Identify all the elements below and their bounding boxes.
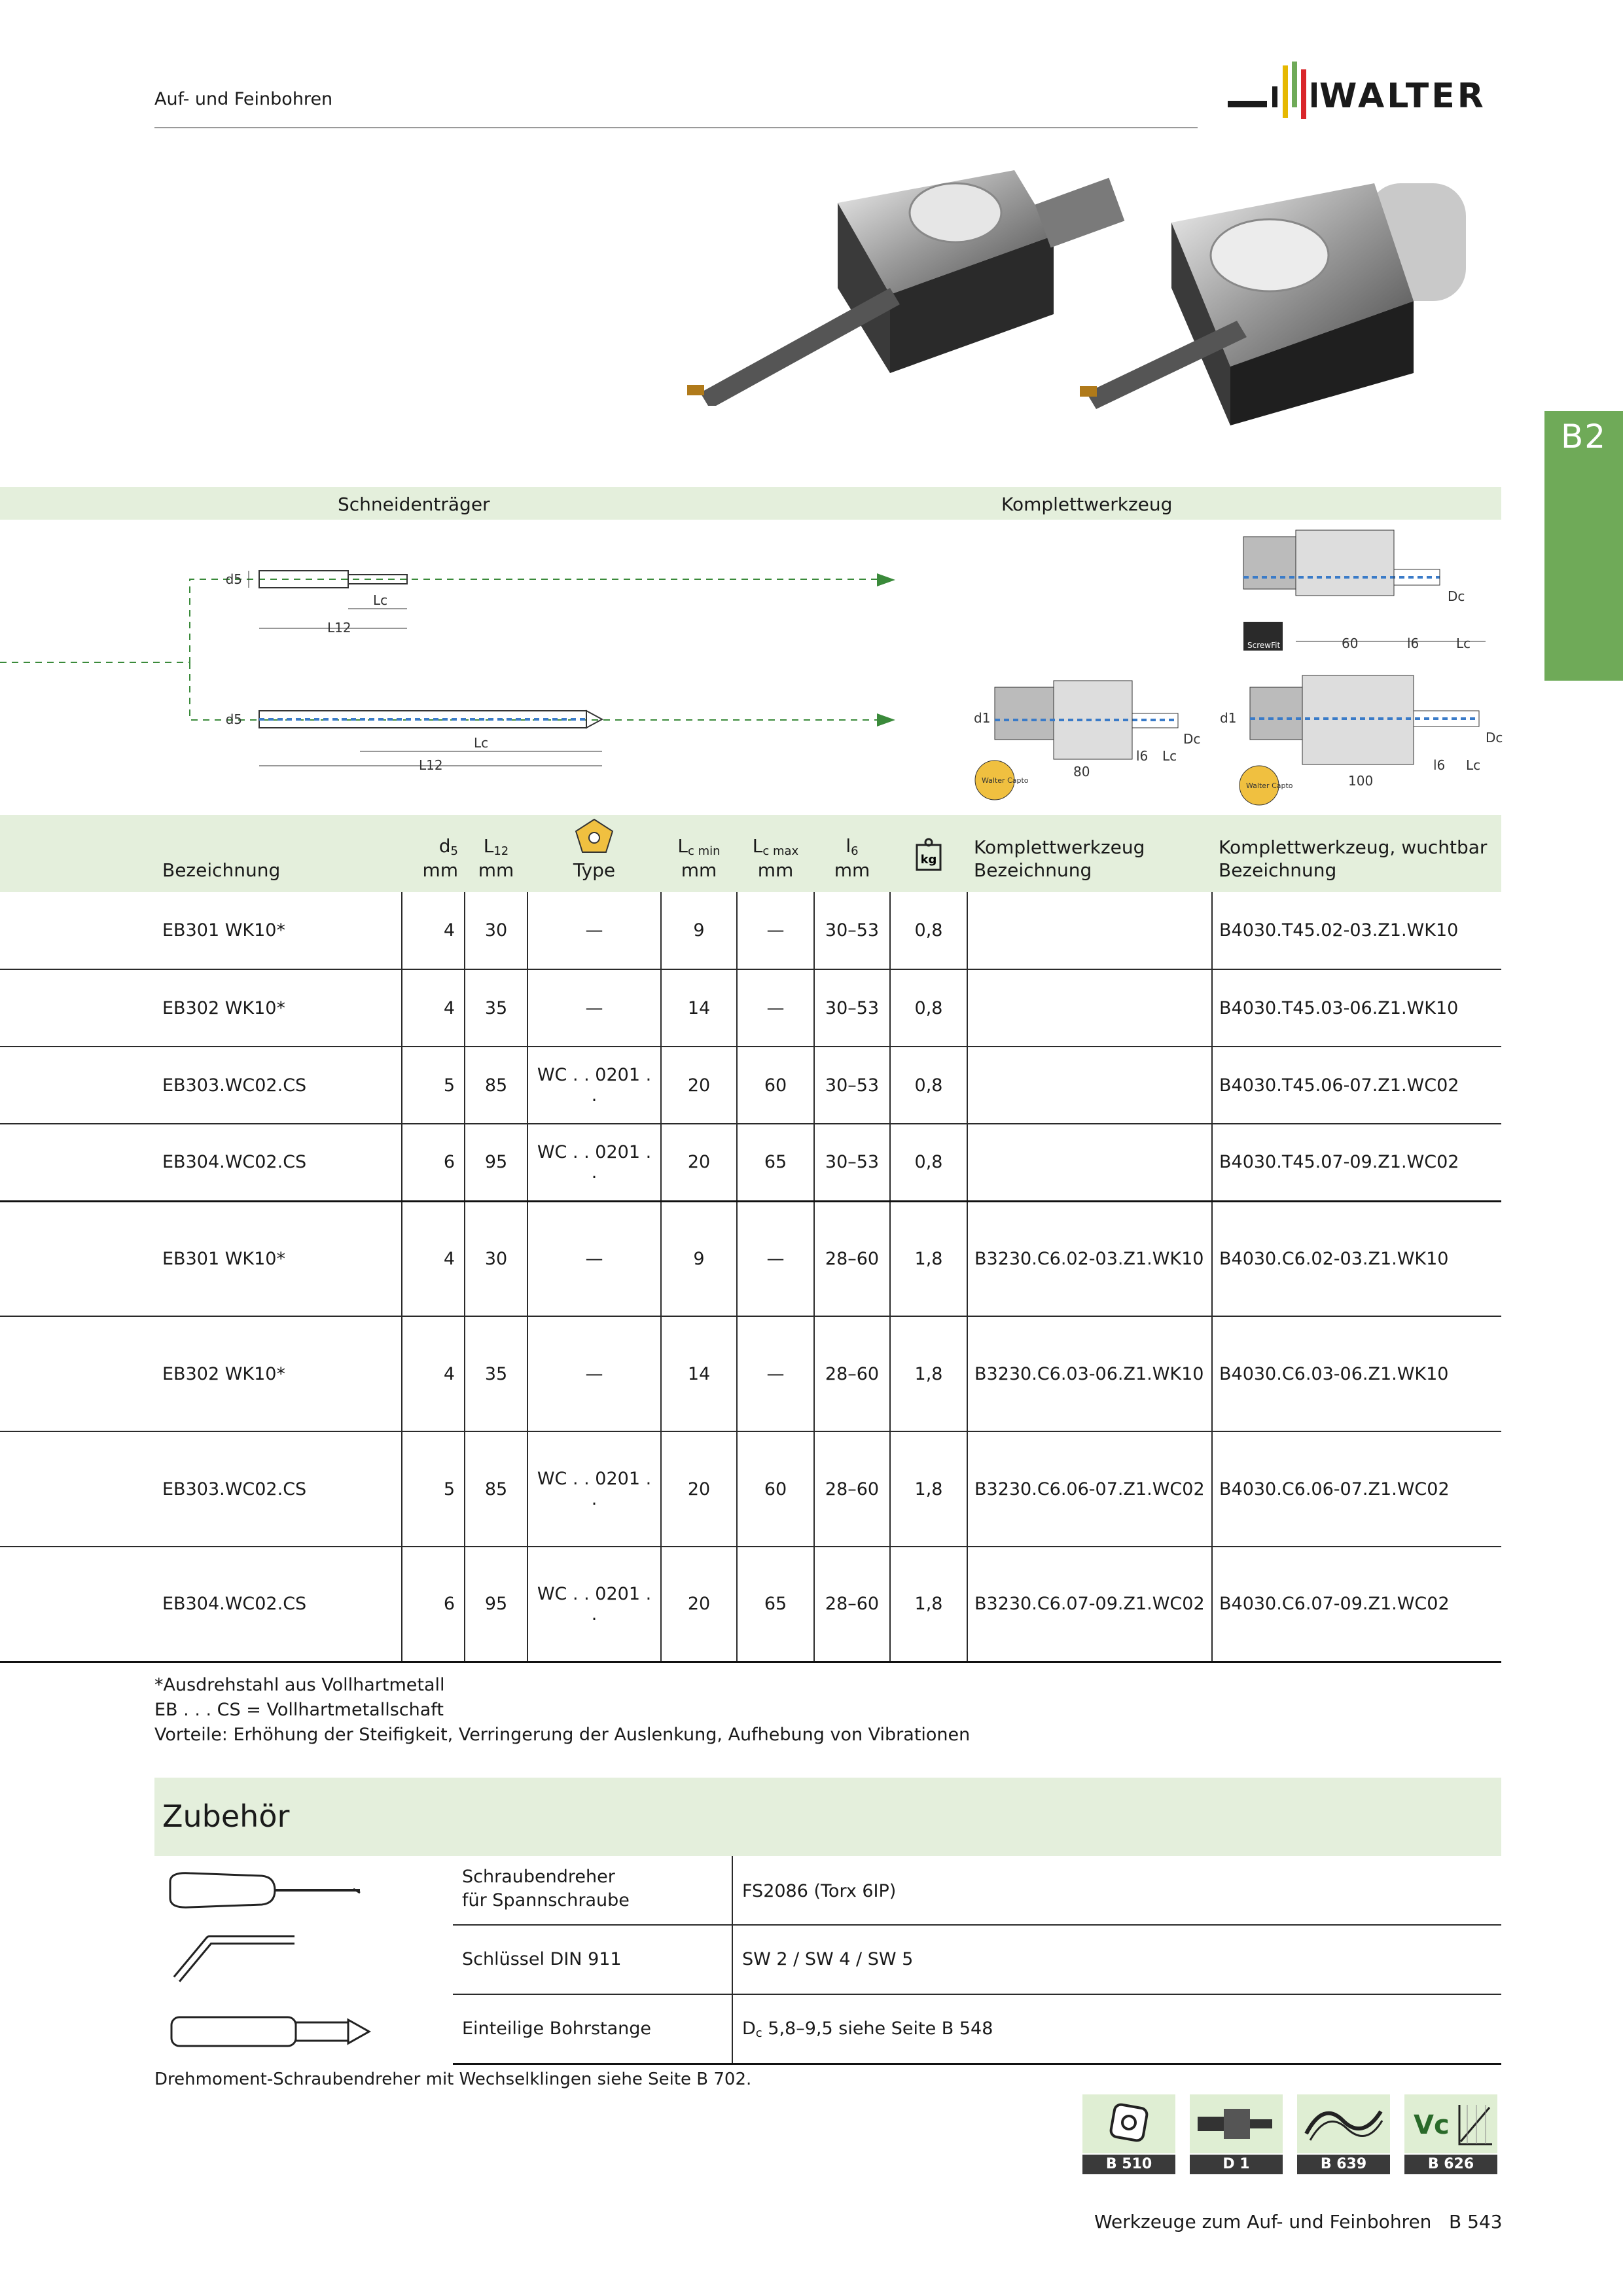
insert-type-icon	[575, 818, 614, 853]
boring-bar-icon	[168, 2008, 377, 2054]
band-label-komplettwerkzeug: Komplettwerkzeug	[1001, 493, 1173, 515]
cell-weight: 0,8	[890, 892, 967, 969]
dim-l12-lower: L12	[419, 757, 443, 773]
header-d5-unit: mm	[422, 859, 458, 881]
note-line: EB . . . CS = Vollhartmetallschaft	[154, 1700, 444, 1720]
cell-type: —	[527, 892, 661, 969]
table-notes	[154, 1673, 970, 1748]
walter-logo	[1228, 60, 1503, 119]
cell-weight: 0,8	[890, 969, 967, 1047]
cell-lcmax: —	[737, 1201, 814, 1316]
cell-type: WC . . 0201 . .	[527, 1124, 661, 1201]
cell-l12: 95	[465, 1124, 527, 1201]
chapter-tab: B2	[1544, 411, 1623, 681]
cell-lcmin: 20	[661, 1431, 737, 1547]
hex-key-icon	[164, 1927, 308, 1990]
dim-d5-upper: d5	[225, 571, 242, 587]
cell-lcmin: 14	[661, 969, 737, 1047]
dim-lc-lower: Lc	[474, 735, 489, 751]
cell-l12: 85	[465, 1431, 527, 1547]
accessory-name-screwdriver: Schraubendreher für Spannschraube	[462, 1867, 630, 1910]
dim-100: 100	[1348, 773, 1374, 789]
dim-l6-a: l6	[1407, 636, 1419, 651]
cell-lcmin: 20	[661, 1124, 737, 1201]
header-komplettwerkzeug-wuchtbar: Komplettwerkzeug, wuchtbar	[1219, 836, 1488, 858]
dim-d1-a: d1	[974, 710, 991, 726]
cell-komplettwerkzeug-wuchtbar: B4030.C6.02-03.Z1.WK10	[1212, 1201, 1501, 1316]
accessory-divider	[453, 1994, 1501, 1995]
header-komplettwerkzeug: Komplettwerkzeug	[974, 836, 1145, 858]
cell-type: —	[527, 1316, 661, 1431]
note-line: *Ausdrehstahl aus Vollhartmetall	[154, 1675, 445, 1695]
header-l12: $L_{12}$	[483, 834, 509, 858]
cell-komplettwerkzeug	[967, 892, 1212, 969]
cell-lcmin: 9	[661, 892, 737, 969]
cutting-data-icon	[1404, 2094, 1497, 2153]
cell-d5: 4	[402, 969, 465, 1047]
accessory-value-key: SW 2 / SW 4 / SW 5	[742, 1949, 914, 1969]
cell-l6: 30–53	[814, 892, 890, 969]
capto-label-a: Walter Capto	[982, 776, 1029, 785]
accessory-name-boring-bar: Einteilige Bohrstange	[462, 2018, 652, 2039]
accessories-title: Zubehör	[162, 1799, 290, 1834]
cell-d5: 4	[402, 1201, 465, 1316]
header-komplettwerkzeug-sub: Bezeichnung	[974, 859, 1092, 881]
cell-bezeichnung: EB301 WK10*	[0, 1201, 402, 1316]
cell-komplettwerkzeug: B3230.C6.03-06.Z1.WK10	[967, 1316, 1212, 1431]
header-l6-unit: mm	[834, 859, 870, 881]
cell-weight: 1,8	[890, 1431, 967, 1547]
product-table	[0, 815, 1501, 1663]
cell-lcmax: 60	[737, 1047, 814, 1124]
note-line: Vorteile: Erhöhung der Steifigkeit, Verringerung der Auslenkung, Aufhebung von Vibrationen	[154, 1725, 971, 1745]
dim-l6-b: l6	[1136, 748, 1149, 764]
cell-l6: 28–60	[814, 1547, 890, 1662]
section-band	[0, 487, 1501, 520]
cell-bezeichnung: EB303.WC02.CS	[0, 1047, 402, 1124]
table-row	[0, 1201, 1501, 1316]
cell-d5: 5	[402, 1431, 465, 1547]
cell-l12: 30	[465, 892, 527, 969]
ref-tile-holder[interactable]	[1190, 2094, 1283, 2174]
cell-weight: 1,8	[890, 1201, 967, 1316]
accessory-divider	[453, 1924, 1501, 1926]
cell-l12: 95	[465, 1547, 527, 1662]
ref-tile-cutting-data[interactable]	[1404, 2094, 1497, 2174]
cell-type: —	[527, 1201, 661, 1316]
cell-lcmax: —	[737, 969, 814, 1047]
cell-bezeichnung: EB304.WC02.CS	[0, 1547, 402, 1662]
cell-komplettwerkzeug	[967, 1047, 1212, 1124]
dim-lc-c: Lc	[1466, 757, 1481, 773]
header-lcmax-unit: mm	[757, 859, 794, 881]
cell-l6: 30–53	[814, 1124, 890, 1201]
accessory-column-divider	[732, 1856, 733, 2064]
band-label-schneidentraeger: Schneidenträger	[338, 493, 490, 515]
table-row	[0, 1124, 1501, 1201]
cell-type: WC . . 0201 . .	[527, 1431, 661, 1547]
ref-label: D 1	[1190, 2155, 1283, 2174]
technical-drawings	[0, 524, 1505, 812]
table-row	[0, 969, 1501, 1047]
dim-80: 80	[1073, 764, 1090, 780]
table-header-row	[0, 815, 1501, 892]
dim-lc-b: Lc	[1162, 748, 1177, 764]
header-l12-unit: mm	[478, 859, 514, 881]
dim-lc-upper: Lc	[373, 592, 388, 608]
threading-icon	[1297, 2094, 1390, 2153]
page-number: B 543	[1449, 2211, 1503, 2233]
svg-text:Vc: Vc	[1414, 2110, 1450, 2140]
capto-label-b: Walter Capto	[1246, 781, 1293, 790]
cell-komplettwerkzeug: B3230.C6.06-07.Z1.WC02	[967, 1431, 1212, 1547]
cell-l6: 28–60	[814, 1316, 890, 1431]
dim-d1-b: d1	[1220, 710, 1237, 726]
cell-type: WC . . 0201 . .	[527, 1547, 661, 1662]
cell-lcmin: 20	[661, 1047, 737, 1124]
cell-bezeichnung: EB302 WK10*	[0, 1316, 402, 1431]
cell-d5: 5	[402, 1047, 465, 1124]
cell-lcmax: —	[737, 892, 814, 969]
cell-komplettwerkzeug: B3230.C6.02-03.Z1.WK10	[967, 1201, 1212, 1316]
table-row	[0, 1431, 1501, 1547]
header-bezeichnung: Bezeichnung	[162, 859, 281, 881]
accessory-value-screwdriver: FS2086 (Torx 6IP)	[742, 1881, 897, 1901]
header-l6: $l_6$	[846, 834, 859, 858]
cell-l12: 35	[465, 969, 527, 1047]
dim-dc-a: Dc	[1448, 588, 1465, 604]
cell-lcmin: 9	[661, 1201, 737, 1316]
cell-komplettwerkzeug	[967, 1124, 1212, 1201]
cell-lcmax: 65	[737, 1124, 814, 1201]
cell-komplettwerkzeug-wuchtbar: B4030.T45.06-07.Z1.WC02	[1212, 1047, 1501, 1124]
cell-bezeichnung: EB304.WC02.CS	[0, 1124, 402, 1201]
header-lcmax: $L_{c max}$	[752, 834, 799, 858]
cell-l6: 30–53	[814, 1047, 890, 1124]
section-title: Auf- und Feinbohren	[154, 89, 333, 109]
ref-label: B 639	[1297, 2155, 1390, 2174]
accessory-divider	[453, 2063, 1501, 2065]
header-d5: $d_5$	[438, 834, 458, 858]
table-row	[0, 1316, 1501, 1431]
dim-60: 60	[1342, 636, 1359, 651]
screwfit-label: ScrewFit	[1247, 641, 1281, 650]
table-row	[0, 892, 1501, 969]
ref-label: B 626	[1404, 2155, 1497, 2174]
walter-logo-text: WALTER	[1319, 77, 1486, 116]
ref-label: B 510	[1082, 2155, 1175, 2174]
ref-tile-insert[interactable]	[1082, 2094, 1175, 2174]
cell-komplettwerkzeug-wuchtbar: B4030.C6.07-09.Z1.WC02	[1212, 1547, 1501, 1662]
cell-lcmin: 14	[661, 1316, 737, 1431]
dim-dc-b: Dc	[1183, 731, 1201, 747]
accessory-name-key: Schlüssel DIN 911	[462, 1949, 622, 1969]
dim-l6-c: l6	[1433, 757, 1446, 773]
cell-l12: 85	[465, 1047, 527, 1124]
cell-komplettwerkzeug	[967, 969, 1212, 1047]
weight-icon	[914, 837, 943, 872]
cell-d5: 6	[402, 1547, 465, 1662]
cell-l6: 30–53	[814, 969, 890, 1047]
cell-lcmax: 65	[737, 1547, 814, 1662]
tool-holder-icon	[1190, 2094, 1283, 2153]
cell-komplettwerkzeug-wuchtbar: B4030.C6.06-07.Z1.WC02	[1212, 1431, 1501, 1547]
boring-head-photo-left	[674, 157, 1132, 406]
cell-bezeichnung: EB303.WC02.CS	[0, 1431, 402, 1547]
cell-lcmax: —	[737, 1316, 814, 1431]
cell-weight: 1,8	[890, 1316, 967, 1431]
cell-d5: 6	[402, 1124, 465, 1201]
cell-l12: 35	[465, 1316, 527, 1431]
dim-l12-upper: L12	[327, 620, 351, 636]
cell-komplettwerkzeug-wuchtbar: B4030.T45.07-09.Z1.WC02	[1212, 1124, 1501, 1201]
header-komplettwerkzeug-wuchtbar-sub: Bezeichnung	[1219, 859, 1337, 881]
cell-komplettwerkzeug: B3230.C6.07-09.Z1.WC02	[967, 1547, 1212, 1662]
ref-tile-thread[interactable]	[1297, 2094, 1390, 2174]
header-divider	[154, 127, 1198, 128]
boring-head-photo-right	[1073, 157, 1505, 432]
cell-d5: 4	[402, 892, 465, 969]
cell-l12: 30	[465, 1201, 527, 1316]
cell-type: —	[527, 969, 661, 1047]
footer-chapter: Werkzeuge zum Auf- und Feinbohren	[1094, 2211, 1432, 2233]
cell-l6: 28–60	[814, 1201, 890, 1316]
insert-icon	[1082, 2094, 1175, 2153]
accessory-value-boring-bar: $D_c$ 5,8–9,5 siehe Seite B 548	[742, 2018, 993, 2040]
dim-d5-lower: d5	[225, 711, 242, 727]
svg-text:kg: kg	[920, 853, 937, 867]
dim-dc-c: Dc	[1486, 730, 1503, 745]
dim-lc-a: Lc	[1456, 636, 1471, 651]
header-type: Type	[573, 859, 616, 881]
cell-l6: 28–60	[814, 1431, 890, 1547]
cell-lcmax: 60	[737, 1431, 814, 1547]
accessories-band	[154, 1778, 1501, 1856]
cell-type: WC . . 0201 . .	[527, 1047, 661, 1124]
cell-komplettwerkzeug-wuchtbar: B4030.C6.03-06.Z1.WK10	[1212, 1316, 1501, 1431]
cell-weight: 0,8	[890, 1047, 967, 1124]
footer-note: Drehmoment-Schraubendreher mit Wechselklingen siehe Seite B 702.	[154, 2070, 752, 2089]
header-lcmin: $L_{c min}$	[677, 834, 721, 858]
table-row	[0, 1547, 1501, 1662]
cell-d5: 4	[402, 1316, 465, 1431]
cell-bezeichnung: EB301 WK10*	[0, 892, 402, 969]
cell-lcmin: 20	[661, 1547, 737, 1662]
table-row	[0, 1047, 1501, 1124]
cell-weight: 1,8	[890, 1547, 967, 1662]
screwdriver-icon	[164, 1865, 366, 1918]
cell-komplettwerkzeug-wuchtbar: B4030.T45.02-03.Z1.WK10	[1212, 892, 1501, 969]
cell-komplettwerkzeug-wuchtbar: B4030.T45.03-06.Z1.WK10	[1212, 969, 1501, 1047]
cell-weight: 0,8	[890, 1124, 967, 1201]
header-lcmin-unit: mm	[681, 859, 717, 881]
cell-bezeichnung: EB302 WK10*	[0, 969, 402, 1047]
